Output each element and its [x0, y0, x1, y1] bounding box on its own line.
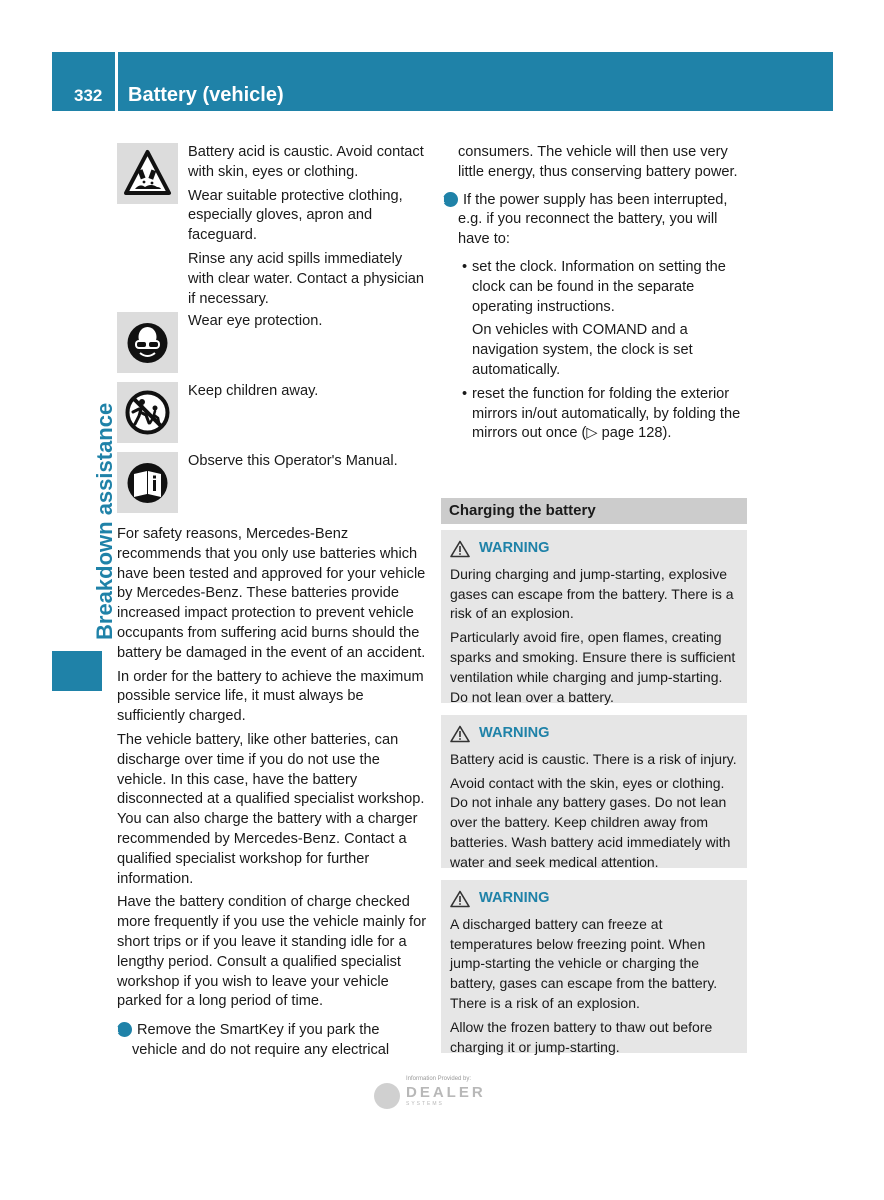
list-item [443, 258, 749, 381]
operators-manual-icon [117, 452, 178, 513]
bullet-icon: • [462, 258, 468, 275]
symbol-line: Wear suitable protective clothing, especially gloves, apron and faceguard. [188, 187, 403, 244]
symbol-line: Keep children away. [188, 383, 319, 399]
bullet-extra: On vehicles with COMAND and a navigation system, the clock is set automatically. [472, 322, 693, 378]
bullet-text: set the clock. Information on setting the clock can be found in the separate operating instructions. [472, 258, 726, 315]
warning-paragraph: During charging and jump-starting, explosive gases can escape from the battery. There is a risk of an explosion. [450, 565, 734, 622]
warning-box [441, 880, 747, 1053]
watermark-brand: DEALER [406, 1084, 486, 1101]
info-icon: i [117, 1022, 132, 1037]
watermark-caption: Information Provided by: [406, 1076, 472, 1082]
info-note [114, 1021, 427, 1061]
keep-children-away-icon [117, 382, 178, 443]
side-tab-marker [52, 651, 102, 691]
info-note-text: Remove the SmartKey if you park the vehicle and do not require any electrical [132, 1022, 390, 1058]
watermark [374, 1076, 504, 1110]
info-note [440, 191, 749, 250]
warning-paragraph: Particularly avoid fire, open flames, creating sparks and smoking. Ensure there is sufficient ventilation while charging and jump-starting. Do not lean over a battery. [450, 629, 736, 705]
header-divider [115, 52, 118, 111]
watermark-sub: SYSTEMS [406, 1101, 444, 1107]
warning-box [441, 530, 747, 703]
section-title: Charging the battery [449, 502, 596, 519]
page-number: 332 [74, 86, 103, 105]
warning-title [450, 889, 739, 909]
info-icon: i [443, 192, 458, 207]
symbol-text-acid [188, 143, 428, 313]
warning-title-text: WARNING [479, 890, 550, 906]
warning-title [450, 724, 739, 744]
dealer-logo-icon [374, 1083, 400, 1109]
bullet-icon: • [462, 385, 468, 402]
warning-triangle-icon [450, 725, 470, 743]
eye-protection-icon [117, 312, 178, 373]
section-heading [441, 498, 747, 524]
body-paragraph: For safety reasons, Mercedes-Benz recommends that you only use batteries which have been tested and approved for your vehicle by Mercedes-Benz. These batteries provide increased impact protection to prevent vehicle occupants from suffering acid burns should the battery be damaged in the event of an accident. [117, 526, 426, 661]
warning-title-text: WARNING [479, 540, 550, 556]
body-paragraph: The vehicle battery, like other batteries, can discharge over time if you do not use the vehicle. In this case, have the battery disconnected at a qualified specialist workshop. You can also charge the battery with a charger recommended by Mercedes-Benz. Contact a qualified specialist workshop for further information. [117, 731, 425, 887]
left-column [114, 525, 427, 1065]
symbol-line: Wear eye protection. [188, 313, 323, 329]
bullet-text: reset the function for folding the exterior mirrors in/out automatically, by folding the mirrors out once (▷ page 128). [472, 385, 741, 442]
page-title: Battery (vehicle) [128, 84, 284, 106]
symbol-text-manual [188, 452, 428, 476]
warning-triangle-icon [450, 540, 470, 558]
warning-paragraph: A discharged battery can freeze at temperatures below freezing point. When jump-starting the vehicle or charging the battery, gases can escape from the battery. There is a risk of an explosion. [450, 915, 718, 1011]
right-column [440, 143, 749, 448]
list-item [443, 385, 749, 444]
warning-paragraph: Allow the frozen battery to thaw out before charging it or jump-starting. [450, 1018, 713, 1055]
body-paragraph: consumers. The vehicle will then use very little energy, thus conserving battery power. [458, 144, 738, 180]
warning-title-text: WARNING [479, 725, 550, 741]
bullet-list [443, 258, 749, 444]
warning-paragraph: Battery acid is caustic. There is a risk of injury. [450, 750, 737, 767]
symbol-text-eye [188, 312, 428, 336]
info-note-text: If the power supply has been interrupted, e.g. if you reconnect the battery, you will have to: [458, 191, 728, 248]
acid-caustic-icon [117, 143, 178, 204]
warning-triangle-icon [450, 890, 470, 908]
symbol-text-children [188, 382, 428, 406]
warning-paragraph: Avoid contact with the skin, eyes or clothing. Do not inhale any battery gases. Do not lean over the battery. Keep children away from batteries. Wash battery acid immediately with water and seek medical attention. [450, 774, 731, 870]
symbol-line: Rinse any acid spills immediately with clear water. Contact a physician if necessary. [188, 250, 425, 307]
warning-title [450, 539, 739, 559]
body-paragraph: In order for the battery to achieve the maximum possible service life, it must always be sufficiently charged. [117, 668, 424, 725]
symbol-line: Observe this Operator's Manual. [188, 453, 398, 469]
symbol-line: Battery acid is caustic. Avoid contact with skin, eyes or clothing. [188, 144, 424, 180]
warning-box [441, 715, 747, 868]
side-tab-label: Breakdown assistance [92, 402, 117, 640]
body-paragraph: Have the battery condition of charge checked more frequently if you use the vehicle mainly for short trips or if you leave it standing idle for a lengthy period. Consult a qualified specialist workshop if you wish to leave your vehicle parked for a long period of time. [117, 894, 427, 1010]
